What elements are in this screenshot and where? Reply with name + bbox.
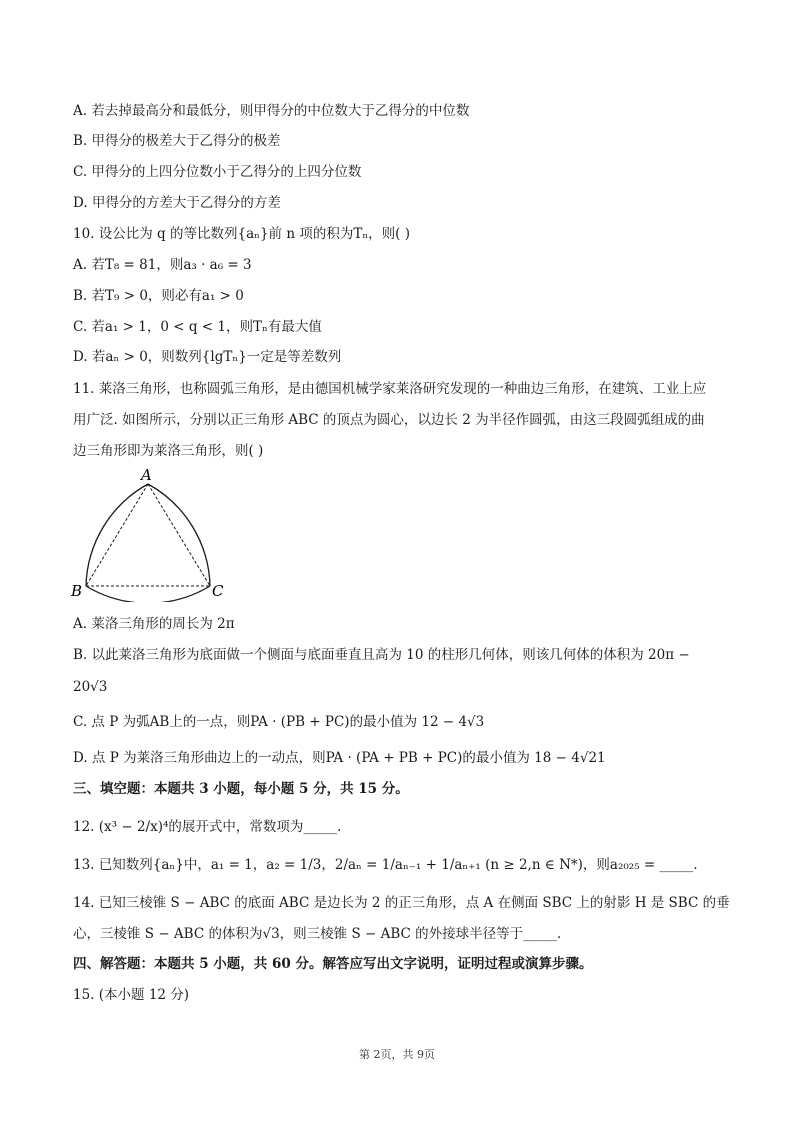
q11-option-b-line2: 20√3 xyxy=(73,679,108,695)
q9-option-d: D. 甲得分的方差大于乙得分的方差 xyxy=(73,195,281,211)
vertex-label-c: C xyxy=(212,582,224,600)
section-solution-heading: 四、解答题：本题共 5 小题，共 60 分。解答应写出文字说明，证明过程或演算步骤。 xyxy=(73,956,593,972)
q15-heading: 15. (本小题 12 分) xyxy=(73,987,190,1003)
q11-option-a: A. 莱洛三角形的周长为 2π xyxy=(73,616,235,632)
vertex-label-a: A xyxy=(141,466,152,484)
q13: 13. 已知数列{aₙ}中，a₁ = 1，a₂ = 1/3，2/aₙ = 1/aₙ₋₁ + 1/aₙ₊₁ (n ≥ 2,n ∈ N*)，则a₂₀₂₅ = _____. xyxy=(73,857,698,873)
q10-stem: 10. 设公比为 q 的等比数列{aₙ}前 n 项的积为Tₙ，则( ) xyxy=(73,226,410,242)
q9-option-b: B. 甲得分的极差大于乙得分的极差 xyxy=(73,133,281,149)
q11-option-b-line1: B. 以此莱洛三角形为底面做一个侧面与底面垂直且高为 10 的柱形几何体，则该几何体的体积为 20π − xyxy=(73,647,690,663)
q10-option-a: A. 若T₈ = 81，则a₃ · a₆ = 3 xyxy=(73,257,252,273)
q9-option-c: C. 甲得分的上四分位数小于乙得分的上四分位数 xyxy=(73,164,362,180)
q10-option-b: B. 若T₉ > 0，则必有a₁ > 0 xyxy=(73,288,244,304)
page-footer: 第 2页，共 9页 xyxy=(359,1048,435,1061)
q14-line2: 心，三棱锥 S − ABC 的体积为√3，则三棱锥 S − ABC 的外接球半径等于_____. xyxy=(73,926,562,942)
q14-line1: 14. 已知三棱锥 S − ABC 的底面 ABC 是边长为 2 的正三角形，点 A 在侧面 SBC 上的射影 H 是 SBC 的垂 xyxy=(73,895,730,911)
side-ab xyxy=(86,484,148,586)
q11-stem-line2: 用广泛. 如图所示，分别以正三角形 ABC 的顶点为圆心，以边长 2 为半径作圆弧，由这三段圆弧组成的曲 xyxy=(73,412,705,428)
q9-option-a: A. 若去掉最高分和最低分，则甲得分的中位数大于乙得分的中位数 xyxy=(73,103,470,119)
q10-option-d: D. 若aₙ > 0，则数列{lgTₙ}一定是等差数列 xyxy=(73,349,342,365)
section-fill-in-heading: 三、填空题：本题共 3 小题，每小题 5 分，共 15 分。 xyxy=(73,781,409,797)
arc-bc xyxy=(86,586,210,602)
reuleaux-triangle-figure xyxy=(60,462,250,602)
q11-option-d: D. 点 P 为莱洛三角形曲边上的一动点，则PA · (PA + PB + PC)的最小值为 18 − 4√21 xyxy=(73,750,606,766)
q10-option-c: C. 若a₁ > 1，0 < q < 1，则Tₙ有最大值 xyxy=(73,319,322,335)
vertex-label-b: B xyxy=(71,582,83,600)
q11-stem-line3: 边三角形即为莱洛三角形，则( ) xyxy=(73,443,264,459)
q11-option-c: C. 点 P 为弧AB上的一点，则PA · (PB + PC)的最小值为 12 − 4√3 xyxy=(73,714,485,730)
q12: 12. (x³ − 2/x)⁴的展开式中，常数项为_____. xyxy=(73,819,342,835)
q11-stem-line1: 11. 莱洛三角形，也称圆弧三角形，是由德国机械学家莱洛研究发现的一种曲边三角形，在建筑、工业上应 xyxy=(73,381,707,397)
side-ac xyxy=(148,484,210,586)
